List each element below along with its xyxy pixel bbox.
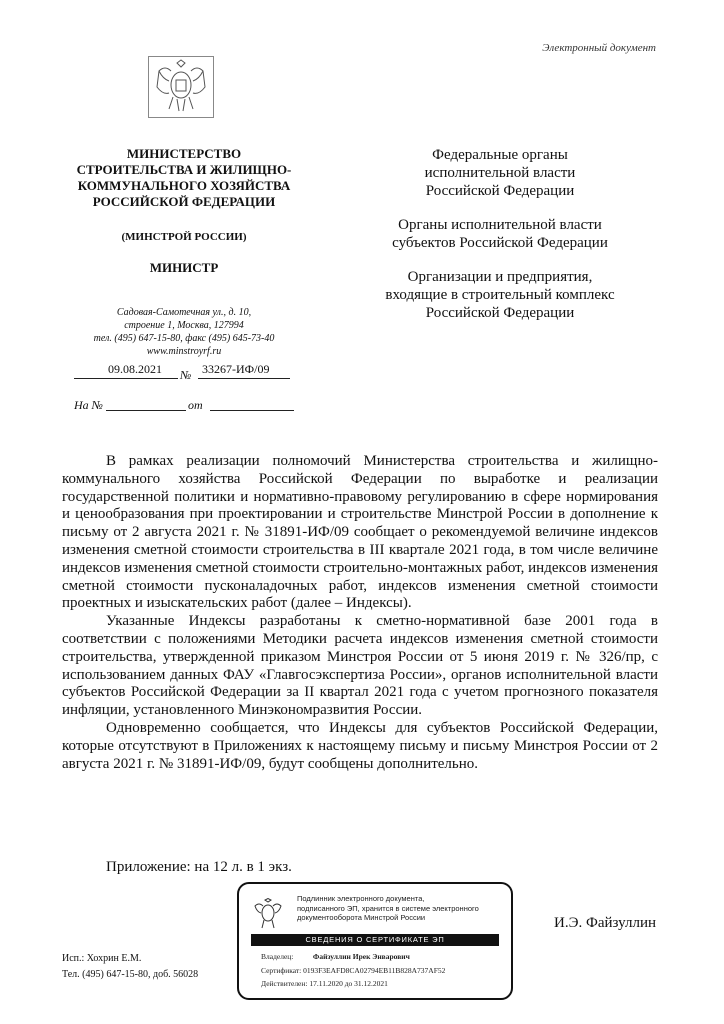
certificate-header-bar: СВЕДЕНИЯ О СЕРТИФИКАТЕ ЭП <box>251 934 499 946</box>
certificate-number-row <box>261 966 445 975</box>
electronic-signature-stamp <box>237 882 513 1000</box>
position-title: МИНИСТР <box>149 260 219 275</box>
registration-number: 33267-ИФ/09 <box>202 362 270 376</box>
stamp-caption-line: подписанного ЭП, хранится в системе электронного <box>297 903 479 913</box>
owner-label: Владелец: <box>261 952 294 961</box>
registration-row <box>74 362 290 382</box>
reference-date-line <box>210 410 294 411</box>
recipient-group <box>330 216 670 252</box>
recipient-line: Органы исполнительной власти <box>398 217 602 233</box>
number-underline <box>198 378 290 379</box>
recipients-block <box>330 146 670 338</box>
reference-from-label: от <box>188 398 203 412</box>
certificate-value: 0193F3EAFD8CA02794EB11B828A737AF52 <box>303 966 446 975</box>
coat-of-arms-emblem <box>148 56 214 118</box>
date-underline <box>74 378 178 379</box>
recipient-line: Федеральные органы <box>432 147 568 163</box>
recipient-line: Организации и предприятия, <box>407 269 593 285</box>
ministry-line: МИНИСТЕРСТВО <box>126 146 242 161</box>
certificate-validity-row <box>261 979 388 988</box>
executor-name: Исп.: Хохрин Е.М. <box>62 953 142 964</box>
reference-number-label: На № <box>74 398 103 412</box>
executor-phone: Тел. (495) 647-15-80, доб. 56028 <box>62 969 199 980</box>
executor-info <box>62 951 198 983</box>
recipient-line: субъектов Российской Федерации <box>392 235 608 251</box>
number-sign: № <box>180 368 192 382</box>
signature-stamp-caption <box>297 894 507 923</box>
recipient-line: исполнительной власти <box>424 165 576 181</box>
certificate-label: Сертификат: <box>261 966 302 975</box>
recipient-line: Российской Федерации <box>425 305 575 321</box>
ministry-line: КОММУНАЛЬНОГО ХОЗЯЙСТВА <box>77 178 291 193</box>
recipient-group <box>330 146 670 200</box>
attachment-note: Приложение: на 12 л. в 1 экз. <box>106 859 292 875</box>
reference-row <box>74 398 294 418</box>
certificate-owner-row <box>261 952 410 961</box>
signer-name: И.Э. Файзуллин <box>554 915 656 931</box>
ministry-line: РОССИЙСКОЙ ФЕДЕРАЦИИ <box>92 194 276 209</box>
owner-value: Файзуллин Ирек Энварович <box>312 952 410 961</box>
address-line: Садовая-Самотечная ул., д. 10, <box>116 307 252 318</box>
address-line: тел. (495) 647-15-80, факс (495) 645-73-40 <box>93 333 275 344</box>
body-paragraph: В рамках реализации полномочий Министерства строительства и жилищно-коммунального хозяйства Российской Федерации по выработке и реализации государственной политики и нормативно-правовому регулированию в сфере нормирования и ценообразования при проектировании и строительстве Минстрой России в дополнение к письму от 2 августа 2021 г. № 31891-ИФ/09 сообщает о рекомендуемой величине индексов изменения сметной стоимости строительства в III квартале 2021 года, в том числе величине индексов изменения сметной стоимости строительно-монтажных работ, индексов изменения сметной стоимости пусконаладочных работ, индексов изменения сметной стоимости проектных и изыскательских работ (далее – Индексы). <box>62 453 658 612</box>
reference-number-line <box>106 410 186 411</box>
validity-value: 17.11.2020 до 31.12.2021 <box>309 979 388 988</box>
stamp-caption-line: Подлинник электронного документа, <box>297 894 425 903</box>
letter-body <box>62 453 658 773</box>
recipient-group <box>330 268 670 322</box>
validity-label: Действителен: <box>261 979 308 988</box>
ministry-address <box>56 306 312 358</box>
body-paragraph: Указанные Индексы разработаны к сметно-нормативной базе 2001 года в соответствии с положениями Методики расчета индексов изменения сметной стоимости строительства, утвержденной приказом Минстроя России от 5 июня 2019 г. № 326/пр, с использованием данных ФАУ «Главгосэкспертиза России», органов исполнительной власти субъектов Российской Федерации за II квартал 2021 года с учетом прогнозного показателя инфляции, установленного Минэкономразвития России. <box>62 613 658 719</box>
ministry-line: СТРОИТЕЛЬСТВА И ЖИЛИЩНО- <box>76 162 292 177</box>
stamp-caption-line: документооборота Минстрой России <box>297 913 426 922</box>
body-paragraph: Одновременно сообщается, что Индексы для субъектов Российской Федерации, которые отсутствуют в Приложениях к настоящему письму и письму Минстроя России от 2 августа 2021 г. № 31891-ИФ/09, будут сообщены дополнительно. <box>62 719 658 772</box>
ministry-abbreviation: (МИНСТРОЙ РОССИИ) <box>121 231 247 243</box>
registration-date: 09.08.2021 <box>108 362 162 376</box>
recipient-line: входящие в строительный комплекс <box>385 287 615 303</box>
electronic-document-label: Электронный документ <box>542 42 656 54</box>
address-line: строение 1, Москва, 127994 <box>124 320 244 331</box>
recipient-line: Российской Федерации <box>425 183 575 199</box>
ministry-logo-icon <box>253 898 283 930</box>
address-line: www.minstroyrf.ru <box>146 346 222 357</box>
ministry-name <box>56 146 312 210</box>
